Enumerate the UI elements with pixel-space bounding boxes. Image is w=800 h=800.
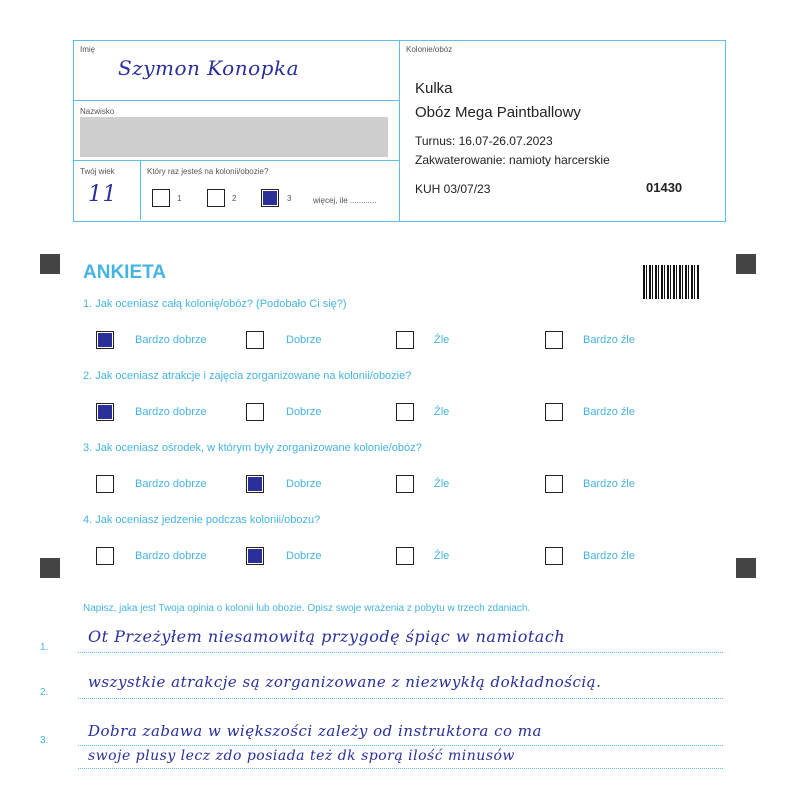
q4-label-bardzo-dobrze: Bardzo dobrze — [135, 550, 207, 562]
ktory-raz-more: więcej, ile ............ — [313, 196, 377, 205]
q2-label-bardzo-zle: Bardzo źle — [583, 406, 635, 418]
writing-line-3 — [78, 745, 723, 746]
header-age-divider — [140, 160, 141, 220]
imie-label: Imię — [80, 45, 96, 54]
kod: KUH 03/07/23 — [415, 182, 491, 196]
opinion-prompt: Napisz, jaka jest Twoja opinia o kolonii lub obozie. Opisz swoje wrażenia z pobytu w trzech zdaniach. — [83, 603, 531, 614]
writing-line-1 — [78, 652, 723, 653]
registration-marker-top-left — [40, 254, 60, 274]
survey-title: ANKIETA — [83, 262, 167, 283]
ktory-raz-option-3: 3 — [287, 194, 292, 203]
question-2-text: 2. Jak oceniasz atrakcje i zajęcia zorganizowane na kolonii/obozie? — [83, 370, 412, 382]
q4-checkbox-zle[interactable] — [396, 547, 414, 565]
nazwisko-label: Nazwisko — [80, 107, 115, 116]
opinion-line-4: swoje plusy lecz zdo posiada też dk sporą ilość minusów — [88, 748, 515, 764]
q4-label-bardzo-zle: Bardzo źle — [583, 550, 635, 562]
q1-label-zle: Źle — [434, 334, 450, 346]
zakwaterowanie: Zakwaterowanie: namioty harcerskie — [415, 153, 610, 167]
q4-label-dobrze: Dobrze — [286, 550, 322, 562]
q3-label-zle: Źle — [434, 478, 450, 490]
ktory-raz-checkbox-2[interactable] — [207, 189, 225, 207]
q3-checkbox-bardzo-zle[interactable] — [545, 475, 563, 493]
opinion-line-2: wszystkie atrakcje są zorganizowane z niezwykłą dokładnością. — [88, 673, 602, 691]
question-4-text: 4. Jak oceniasz jedzenie podczas kolonii/obozu? — [83, 514, 321, 526]
q2-label-dobrze: Dobrze — [286, 406, 322, 418]
q4-checkbox-dobrze[interactable] — [246, 547, 264, 565]
registration-marker-top-right — [736, 254, 756, 274]
q2-label-zle: Źle — [434, 406, 450, 418]
q1-checkbox-bardzo-dobrze[interactable] — [96, 331, 114, 349]
q4-checkbox-bardzo-zle[interactable] — [545, 547, 563, 565]
q4-checkbox-bardzo-dobrze[interactable] — [96, 547, 114, 565]
ktory-raz-option-1: 1 — [177, 194, 182, 203]
ktory-raz-option-2: 2 — [232, 194, 237, 203]
header-row-line-2 — [73, 160, 399, 161]
writing-line-4 — [78, 768, 723, 769]
wiek-label: Twój wiek — [80, 167, 115, 176]
ktory-raz-checkbox-3[interactable] — [261, 189, 279, 207]
question-1-text: 1. Jak oceniasz całą kolonię/obóz? (Podobało Ci się?) — [83, 298, 347, 310]
line-number-2: 2. — [40, 687, 49, 698]
q1-label-bardzo-dobrze: Bardzo dobrze — [135, 334, 207, 346]
q3-checkbox-zle[interactable] — [396, 475, 414, 493]
numer: 01430 — [646, 180, 683, 195]
q2-checkbox-bardzo-dobrze[interactable] — [96, 403, 114, 421]
header-row-line-1 — [73, 100, 399, 101]
q3-checkbox-dobrze[interactable] — [246, 475, 264, 493]
q1-checkbox-bardzo-zle[interactable] — [545, 331, 563, 349]
writing-line-2 — [78, 698, 723, 699]
q4-label-zle: Źle — [434, 550, 450, 562]
q1-label-bardzo-zle: Bardzo źle — [583, 334, 635, 346]
kolonie-label: Kolonie/obóz — [406, 45, 453, 54]
line-number-1: 1. — [40, 642, 49, 653]
opinion-line-3: Dobra zabawa w większości zależy od instruktora co ma — [88, 722, 542, 740]
q3-label-bardzo-zle: Bardzo źle — [583, 478, 635, 490]
q1-checkbox-dobrze[interactable] — [246, 331, 264, 349]
q2-label-bardzo-dobrze: Bardzo dobrze — [135, 406, 207, 418]
q3-label-dobrze: Dobrze — [286, 478, 322, 490]
ktory-raz-checkbox-1[interactable] — [152, 189, 170, 207]
q3-label-bardzo-dobrze: Bardzo dobrze — [135, 478, 207, 490]
imie-value: Szymon Konopka — [118, 56, 299, 80]
q1-checkbox-zle[interactable] — [396, 331, 414, 349]
turnus: Turnus: 16.07-26.07.2023 — [415, 134, 553, 148]
registration-marker-bottom-right — [736, 558, 756, 578]
camp-title: Obóz Mega Paintballowy — [415, 104, 581, 121]
registration-marker-bottom-left — [40, 558, 60, 578]
barcode — [643, 265, 700, 299]
header-divider — [399, 40, 400, 221]
q2-checkbox-zle[interactable] — [396, 403, 414, 421]
q2-checkbox-dobrze[interactable] — [246, 403, 264, 421]
q1-label-dobrze: Dobrze — [286, 334, 322, 346]
camp-name: Kulka — [415, 80, 453, 97]
wiek-value: 11 — [88, 182, 117, 207]
redacted-surname — [80, 117, 388, 157]
line-number-3: 3. — [40, 735, 49, 746]
ktory-raz-label: Który raz jesteś na kolonii/obozie? — [147, 167, 269, 176]
question-3-text: 3. Jak oceniasz ośrodek, w którym były zorganizowane kolonie/obóz? — [83, 442, 422, 454]
q2-checkbox-bardzo-zle[interactable] — [545, 403, 563, 421]
q3-checkbox-bardzo-dobrze[interactable] — [96, 475, 114, 493]
opinion-line-1: Ot Przeżyłem niesamowitą przygodę śpiąc w namiotach — [88, 627, 566, 646]
